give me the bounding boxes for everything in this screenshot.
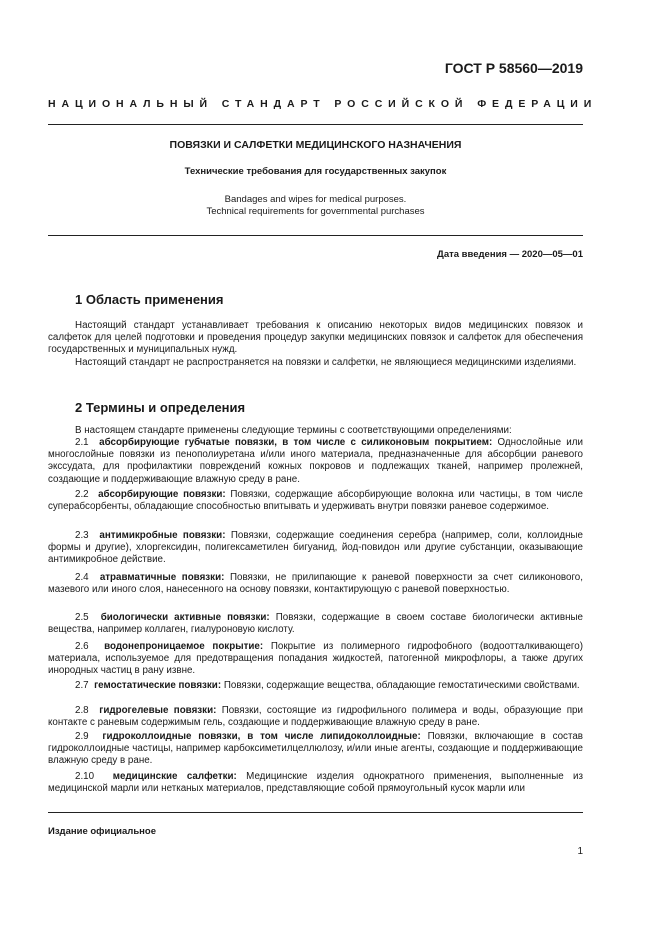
document-subtitle: Технические требования для государственных закупок — [184, 166, 447, 177]
term-number: 2.9 — [75, 731, 89, 742]
national-standard-banner: НАЦИОНАЛЬНЫЙ СТАНДАРТ РОССИЙСКОЙ ФЕДЕРАЦИИ — [48, 98, 598, 110]
term-definition — [48, 489, 583, 513]
title-divider — [48, 235, 583, 236]
section-2-intro: В настоящем стандарте применены следующие термины с соответствующими определениями: — [75, 425, 512, 436]
term-number: 2.2 — [75, 489, 89, 500]
top-divider — [48, 124, 583, 125]
term-definition — [48, 437, 583, 486]
term-number: 2.5 — [75, 612, 89, 623]
english-title-line-2: Technical requirements for governmental purchases — [206, 206, 425, 217]
term-name: антимикробные повязки: — [99, 530, 226, 541]
term-definition — [48, 731, 583, 768]
term-definition — [48, 572, 583, 596]
official-edition-label: Издание официальное — [48, 826, 156, 837]
term-number: 2.4 — [75, 572, 89, 583]
term-text: Повязки, включающие в состав гидроколлоидные частицы, например карбоксиметилцеллюлозу, и/или иные агенты, создающие и поддерживающие влажную среду в ране. — [48, 731, 583, 767]
term-name: гидрогелевые повязки: — [99, 705, 217, 716]
term-text: Повязки, содержащие вещества, обладающие гемостатическими свойствами. — [223, 680, 580, 691]
term-text: Медицинские изделия однократного применения, выполненные из медицинской марли или нетканых материалов, представляющие собой прямоугольный кусок марли или — [48, 771, 583, 795]
section-1-heading: 1 Область применения — [75, 292, 224, 307]
term-definition — [48, 705, 583, 729]
term-text: Повязки, не прилипающие к раневой поверхности за счет силиконового, мазевого или иного слоя, нанесенного на основу повязки, контактирующую с раневой поверхностью. — [48, 572, 583, 596]
term-number: 2.6 — [75, 641, 89, 652]
term-text: Повязки, состоящие из гидрофильного полимера и воды, образующие при контакте с раневым содержимым гель, создающие и поддерживающие влажную среду в ране. — [48, 705, 583, 729]
english-title — [48, 194, 583, 218]
term-name: абсорбирующие повязки: — [98, 489, 226, 500]
term-text: Повязки, содержащие абсорбирующие волокна или частицы, в том числе суперабсорбенты, обладающие способностью впитывать и удерживать внутри повязки раневое содержимое. — [48, 489, 583, 513]
term-name: биологически активные повязки: — [100, 612, 270, 623]
introduction-date: Дата введения — 2020—05—01 — [437, 249, 583, 260]
term-number: 2.10 — [75, 771, 95, 782]
term-definition — [48, 680, 583, 692]
term-definition — [48, 612, 583, 636]
term-number: 2.7 — [75, 680, 89, 691]
term-definition — [48, 641, 583, 678]
term-name: гидроколлоидные повязки, в том числе липидоколлоидные: — [102, 731, 421, 742]
section-1-paragraph-2: Настоящий стандарт не распространяется на повязки и салфетки, не являющиеся медицинскими изделиями. — [75, 357, 577, 368]
section-2-heading: 2 Термины и определения — [75, 400, 246, 415]
term-definition — [48, 530, 583, 567]
term-number: 2.8 — [75, 705, 89, 716]
term-text: Однослойные или многослойные повязки из пенополиуретана и/или иного материала, предназначенные для абсорбции раневого экссудата, для профилактики повреждений кожных покровов и подлежащих тканей, например пролежней, создающие и поддерживающие влажную среду в ране. — [48, 437, 583, 485]
term-name: атравматичные повязки: — [99, 572, 225, 583]
term-name: водонепроницаемое покрытие: — [104, 641, 264, 652]
term-text: Повязки, содержащие соединения серебра (например, соли, коллоидные формы и другие), хлоргексидин, полигексаметилен бигуанид, йод-повидон или другие субстанции, оказывающие антимикробное действие. — [48, 530, 584, 566]
term-text: Повязки, содержащие в своем составе биологически активные вещества, например коллаген, гиалуроновую кислоту. — [48, 612, 583, 636]
term-name: медицинские салфетки: — [112, 771, 237, 782]
term-text: Покрытие из полимерного гидрофобного (водоотталкивающего) материала, используемое для предотвращения попадания жидкостей, патогенной микрофлоры, а также других инородных частиц в рану извне. — [48, 641, 583, 677]
footer-divider — [48, 812, 583, 813]
term-number: 2.1 — [75, 437, 89, 448]
page-number: 1 — [577, 846, 583, 857]
english-title-line-1: Bandages and wipes for medical purposes. — [224, 194, 407, 205]
standard-number: ГОСТ Р 58560—2019 — [444, 60, 583, 76]
section-1-paragraph-1: Настоящий стандарт устанавливает требования к описанию некоторых видов медицинских повязок и салфеток для целей подготовки и проведения процедур закупки медицинских повязок и салфеток для обеспечения государственных и муниципальных нужд. — [48, 320, 583, 356]
term-name: гемостатические повязки: — [94, 680, 222, 691]
document-title: ПОВЯЗКИ И САЛФЕТКИ МЕДИЦИНСКОГО НАЗНАЧЕНИЯ — [169, 139, 462, 151]
term-definition — [48, 771, 583, 795]
term-name: абсорбирующие губчатые повязки, в том числе с силиконовым покрытием: — [99, 437, 493, 448]
term-number: 2.3 — [75, 530, 89, 541]
